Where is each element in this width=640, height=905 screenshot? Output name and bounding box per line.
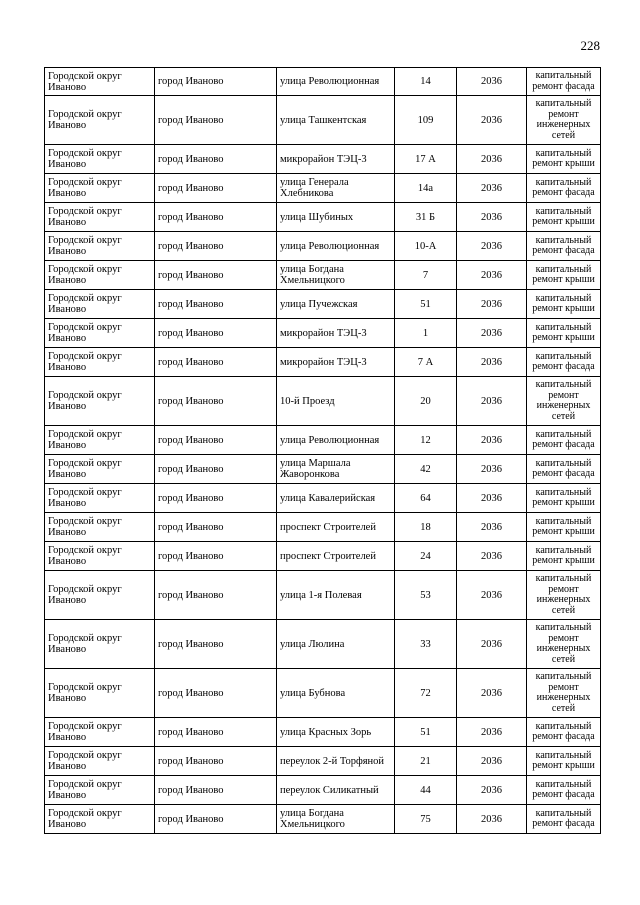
table-row	[45, 620, 601, 669]
year-cell: 2036	[457, 484, 527, 513]
work-type-cell: капитальный ремонт крыши	[527, 261, 601, 290]
table-row	[45, 377, 601, 426]
municipality-cell: Городской округ Иваново	[45, 805, 155, 834]
year-cell: 2036	[457, 669, 527, 718]
locality-cell: город Иваново	[155, 261, 277, 290]
street-cell: улица Маршала Жаворонкова	[277, 455, 395, 484]
work-type-cell: капитальный ремонт инженерных сетей	[527, 96, 601, 145]
work-type-cell: капитальный ремонт крыши	[527, 542, 601, 571]
work-type-cell: капитальный ремонт фасада	[527, 805, 601, 834]
year-cell: 2036	[457, 348, 527, 377]
work-type-cell: капитальный ремонт фасада	[527, 718, 601, 747]
work-type-cell: капитальный ремонт фасада	[527, 426, 601, 455]
street-cell: микрорайон ТЭЦ-3	[277, 319, 395, 348]
table-row	[45, 290, 601, 319]
locality-cell: город Иваново	[155, 203, 277, 232]
locality-cell: город Иваново	[155, 96, 277, 145]
street-cell: улица Пучежская	[277, 290, 395, 319]
table-row	[45, 747, 601, 776]
house-number-cell: 42	[395, 455, 457, 484]
municipality-cell: Городской округ Иваново	[45, 348, 155, 377]
year-cell: 2036	[457, 805, 527, 834]
year-cell: 2036	[457, 455, 527, 484]
street-cell: улица Революционная	[277, 426, 395, 455]
locality-cell: город Иваново	[155, 542, 277, 571]
work-type-cell: капитальный ремонт крыши	[527, 747, 601, 776]
year-cell: 2036	[457, 68, 527, 96]
street-cell: улица Богдана Хмельницкого	[277, 805, 395, 834]
work-type-cell: капитальный ремонт инженерных сетей	[527, 571, 601, 620]
street-cell: улица Красных Зорь	[277, 718, 395, 747]
year-cell: 2036	[457, 145, 527, 174]
street-cell: улица 1-я Полевая	[277, 571, 395, 620]
locality-cell: город Иваново	[155, 805, 277, 834]
municipality-cell: Городской округ Иваново	[45, 484, 155, 513]
year-cell: 2036	[457, 620, 527, 669]
locality-cell: город Иваново	[155, 145, 277, 174]
year-cell: 2036	[457, 203, 527, 232]
street-cell: улица Генерала Хлебникова	[277, 174, 395, 203]
house-number-cell: 14а	[395, 174, 457, 203]
locality-cell: город Иваново	[155, 669, 277, 718]
work-type-cell: капитальный ремонт крыши	[527, 290, 601, 319]
municipality-cell: Городской округ Иваново	[45, 319, 155, 348]
table-row	[45, 484, 601, 513]
table-row	[45, 232, 601, 261]
work-type-cell: капитальный ремонт инженерных сетей	[527, 669, 601, 718]
house-number-cell: 1	[395, 319, 457, 348]
house-number-cell: 20	[395, 377, 457, 426]
locality-cell: город Иваново	[155, 232, 277, 261]
year-cell: 2036	[457, 232, 527, 261]
house-number-cell: 12	[395, 426, 457, 455]
table-row	[45, 426, 601, 455]
year-cell: 2036	[457, 290, 527, 319]
street-cell: улица Революционная	[277, 68, 395, 96]
street-cell: улица Шубиных	[277, 203, 395, 232]
street-cell: переулок Силикатный	[277, 776, 395, 805]
street-cell: 10-й Проезд	[277, 377, 395, 426]
work-type-cell: капитальный ремонт крыши	[527, 319, 601, 348]
table-row	[45, 319, 601, 348]
page-number: 228	[580, 38, 600, 53]
locality-cell: город Иваново	[155, 484, 277, 513]
table-row	[45, 96, 601, 145]
year-cell: 2036	[457, 542, 527, 571]
municipality-cell: Городской округ Иваново	[45, 455, 155, 484]
work-type-cell: капитальный ремонт крыши	[527, 484, 601, 513]
street-cell: микрорайон ТЭЦ-3	[277, 348, 395, 377]
municipality-cell: Городской округ Иваново	[45, 232, 155, 261]
municipality-cell: Городской округ Иваново	[45, 203, 155, 232]
year-cell: 2036	[457, 776, 527, 805]
table-row	[45, 542, 601, 571]
year-cell: 2036	[457, 319, 527, 348]
year-cell: 2036	[457, 174, 527, 203]
table-row	[45, 776, 601, 805]
table-row	[45, 455, 601, 484]
work-type-cell: капитальный ремонт фасада	[527, 348, 601, 377]
year-cell: 2036	[457, 96, 527, 145]
year-cell: 2036	[457, 261, 527, 290]
house-number-cell: 31 Б	[395, 203, 457, 232]
municipality-cell: Городской округ Иваново	[45, 68, 155, 96]
locality-cell: город Иваново	[155, 319, 277, 348]
locality-cell: город Иваново	[155, 620, 277, 669]
table-row	[45, 669, 601, 718]
municipality-cell: Городской округ Иваново	[45, 145, 155, 174]
house-number-cell: 44	[395, 776, 457, 805]
locality-cell: город Иваново	[155, 513, 277, 542]
table-row	[45, 203, 601, 232]
municipality-cell: Городской округ Иваново	[45, 669, 155, 718]
street-cell: улица Люлина	[277, 620, 395, 669]
municipality-cell: Городской округ Иваново	[45, 290, 155, 319]
street-cell: микрорайон ТЭЦ-3	[277, 145, 395, 174]
house-number-cell: 33	[395, 620, 457, 669]
municipality-cell: Городской округ Иваново	[45, 542, 155, 571]
table-row	[45, 68, 601, 96]
house-number-cell: 7 А	[395, 348, 457, 377]
house-number-cell: 17 А	[395, 145, 457, 174]
locality-cell: город Иваново	[155, 348, 277, 377]
work-type-cell: капитальный ремонт инженерных сетей	[527, 377, 601, 426]
work-type-cell: капитальный ремонт фасада	[527, 174, 601, 203]
locality-cell: город Иваново	[155, 174, 277, 203]
house-number-cell: 109	[395, 96, 457, 145]
house-number-cell: 75	[395, 805, 457, 834]
locality-cell: город Иваново	[155, 718, 277, 747]
table-row	[45, 348, 601, 377]
street-cell: проспект Строителей	[277, 513, 395, 542]
municipality-cell: Городской округ Иваново	[45, 174, 155, 203]
year-cell: 2036	[457, 426, 527, 455]
locality-cell: город Иваново	[155, 776, 277, 805]
municipality-cell: Городской округ Иваново	[45, 261, 155, 290]
table-body	[45, 68, 601, 834]
house-number-cell: 24	[395, 542, 457, 571]
year-cell: 2036	[457, 513, 527, 542]
locality-cell: город Иваново	[155, 377, 277, 426]
locality-cell: город Иваново	[155, 455, 277, 484]
work-type-cell: капитальный ремонт фасада	[527, 68, 601, 96]
locality-cell: город Иваново	[155, 571, 277, 620]
house-number-cell: 53	[395, 571, 457, 620]
locality-cell: город Иваново	[155, 68, 277, 96]
municipality-cell: Городской округ Иваново	[45, 571, 155, 620]
house-number-cell: 51	[395, 290, 457, 319]
municipality-cell: Городской округ Иваново	[45, 776, 155, 805]
house-number-cell: 10-А	[395, 232, 457, 261]
municipality-cell: Городской округ Иваново	[45, 96, 155, 145]
house-number-cell: 7	[395, 261, 457, 290]
work-type-cell: капитальный ремонт фасада	[527, 232, 601, 261]
work-type-cell: капитальный ремонт фасада	[527, 776, 601, 805]
work-type-cell: капитальный ремонт крыши	[527, 145, 601, 174]
street-cell: улица Богдана Хмельницкого	[277, 261, 395, 290]
municipality-cell: Городской округ Иваново	[45, 620, 155, 669]
work-type-cell: капитальный ремонт инженерных сетей	[527, 620, 601, 669]
work-type-cell: капитальный ремонт крыши	[527, 203, 601, 232]
work-type-cell: капитальный ремонт крыши	[527, 513, 601, 542]
street-cell: проспект Строителей	[277, 542, 395, 571]
house-number-cell: 14	[395, 68, 457, 96]
house-number-cell: 18	[395, 513, 457, 542]
house-number-cell: 64	[395, 484, 457, 513]
year-cell: 2036	[457, 747, 527, 776]
street-cell: улица Бубнова	[277, 669, 395, 718]
locality-cell: город Иваново	[155, 426, 277, 455]
work-type-cell: капитальный ремонт фасада	[527, 455, 601, 484]
street-cell: переулок 2-й Торфяной	[277, 747, 395, 776]
table-row	[45, 718, 601, 747]
year-cell: 2036	[457, 718, 527, 747]
locality-cell: город Иваново	[155, 747, 277, 776]
house-number-cell: 21	[395, 747, 457, 776]
table-row	[45, 261, 601, 290]
table-row	[45, 513, 601, 542]
municipality-cell: Городской округ Иваново	[45, 377, 155, 426]
works-table	[44, 67, 601, 834]
year-cell: 2036	[457, 571, 527, 620]
table-row	[45, 145, 601, 174]
locality-cell: город Иваново	[155, 290, 277, 319]
street-cell: улица Ташкентская	[277, 96, 395, 145]
house-number-cell: 51	[395, 718, 457, 747]
municipality-cell: Городской округ Иваново	[45, 513, 155, 542]
street-cell: улица Революционная	[277, 232, 395, 261]
municipality-cell: Городской округ Иваново	[45, 718, 155, 747]
table-row	[45, 571, 601, 620]
municipality-cell: Городской округ Иваново	[45, 747, 155, 776]
house-number-cell: 72	[395, 669, 457, 718]
year-cell: 2036	[457, 377, 527, 426]
table-row	[45, 805, 601, 834]
municipality-cell: Городской округ Иваново	[45, 426, 155, 455]
table-row	[45, 174, 601, 203]
street-cell: улица Кавалерийская	[277, 484, 395, 513]
